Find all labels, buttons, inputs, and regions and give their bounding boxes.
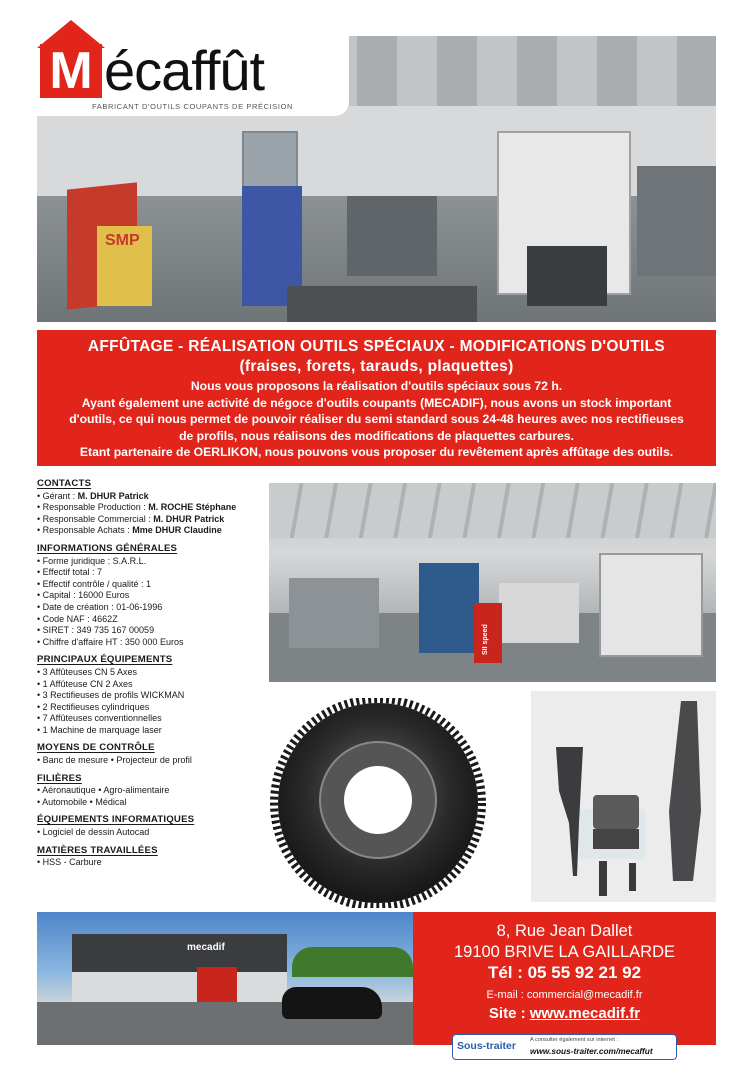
equipment-item: • 1 Affûteuse CN 2 Axes [37,678,133,689]
cnc-base [527,246,607,306]
equipment-item: • 7 Affûteuses conventionnelles [37,713,162,724]
sectors-heading: FILIÈRES [37,772,82,784]
small-tool [599,861,607,896]
small-tool [629,863,636,891]
info-item: • Chiffre d'affaire HT : 350 000 Euros [37,636,184,647]
company-info [37,478,267,869]
banner-line: de profils, nous réalisons des modifications de plaquettes carbures. [179,428,574,443]
info-item: • Effectif contrôle / qualité : 1 [37,578,152,589]
sous-traiter-note: A consulter également sur internet : [530,1037,618,1043]
contacts-heading: CONTACTS [37,478,92,489]
website [413,1005,716,1023]
contact-item: • Responsable Production : M. ROCHE Stéphane [37,502,237,513]
equipment-heading: PRINCIPAUX ÉQUIPEMENTS [37,654,173,666]
building-facade [72,972,287,1002]
banner-line: Nous vous proposons la réalisation d'outils spéciaux sous 72 h. [190,379,563,393]
machine [419,563,479,653]
logo-initial: M [40,44,102,98]
building-sign: mecadif [187,942,225,953]
info-item: • Forme juridique : S.A.R.L. [37,555,147,566]
email-link[interactable]: E-mail : commercial@mecadif.fr [486,989,643,1001]
logo-wordmark: écaffût [104,39,265,102]
equipment-item: • 3 Rectifieuses de profils WICKMAN [37,690,185,701]
machine-panel [474,603,502,663]
banner-title: AFFÛTAGE - RÉALISATION OUTILS SPÉCIAUX - MODIFICATIONS D'OUTILS [87,338,666,355]
sector-item: • Aéronautique • Agro-alimentaire [37,785,170,796]
ceiling [269,483,716,538]
tool-holder [593,829,639,849]
general-info-heading: INFORMATIONS GÉNÉRALES [37,542,178,554]
address-line-2: 19100 BRIVE LA GAILLARDE [453,943,676,961]
website-link[interactable]: www.mecadif.fr [529,1005,641,1022]
machine [599,553,703,657]
gray-machine-right [637,166,716,276]
info-item: • Effectif total : 7 [37,567,103,578]
control-heading: MOYENS DE CONTRÔLE [37,742,155,754]
machine-brand-label: SMP [105,232,140,249]
equipment-item: • 3 Affûteuses CN 5 Axes [37,666,138,677]
gray-machine [347,196,437,276]
sous-traiter-logo: Sous-traiter [457,1040,516,1052]
it-equipment-item: • Logiciel de dessin Autocad [37,827,150,838]
equipment-item: • 2 Rectifieuses cylindriques [37,701,150,712]
profile-tool [593,795,639,829]
logo-tagline: FABRICANT D'OUTILS COUPANTS DE PRÉCISION [92,102,294,111]
banner-line: d'outils, ce qui nous permet de pouvoir réaliser du semi standard sous 24-48 heures avec nos rectifieuses [69,412,684,427]
material-item: • HSS - Carbure [37,857,102,868]
machine-panel [97,226,152,306]
banner-line: Ayant également une activité de négoce d'outils coupants (MECADIF), nous avons un stock important [81,395,672,410]
info-item: • Capital : 16000 Euros [37,590,130,601]
info-item: • SIRET : 349 735 167 00059 [37,625,155,636]
car [282,987,382,1019]
workbench [287,286,477,322]
equipment-item: • 1 Machine de marquage laser [37,724,162,735]
sector-item: • Automobile • Médical [37,796,127,807]
contact-item: • Gérant : M. DHUR Patrick [37,490,149,501]
services-banner [37,330,716,466]
site-label: Site : [488,1005,530,1022]
info-item: • Date de création : 01-06-1996 [37,601,163,612]
building-door [197,967,237,1002]
contact-item: • Responsable Achats : Mme DHUR Claudine [37,525,222,536]
info-item: • Code NAF : 4662Z [37,613,118,624]
workshop-photo-secondary [269,483,716,682]
banner-body [51,378,702,461]
it-equipment-heading: ÉQUIPEMENTS INFORMATIQUES [37,814,195,826]
building-photo [37,912,413,1045]
control-item: • Banc de mesure • Projecteur de profil [37,755,192,766]
contact-item: • Responsable Commercial : M. DHUR Patrick [37,513,225,524]
banner-line: Etant partenaire de OERLIKON, nous pouvons vous proposer du revêtement après affûtage des outils. [79,445,674,460]
address-line-1: 8, Rue Jean Dallet [496,922,633,940]
phone-number: Tél : 05 55 92 21 92 [487,963,642,982]
materials-heading: MATIÈRES TRAVAILLÉES [37,844,158,856]
machine [289,578,379,648]
machine-label: SII speed [482,624,489,655]
saw-blade-image [268,698,488,908]
cutting-tools-photo [531,691,716,902]
sous-traiter-badge[interactable] [452,1034,677,1060]
contact-box [413,912,716,1045]
sous-traiter-link[interactable]: www.sous-traiter.com/mecaffut [530,1046,653,1056]
trees [292,947,413,977]
machine [499,583,579,643]
blade-bore [344,766,412,834]
banner-subtitle: (fraises, forets, tarauds, plaquettes) [239,358,514,375]
